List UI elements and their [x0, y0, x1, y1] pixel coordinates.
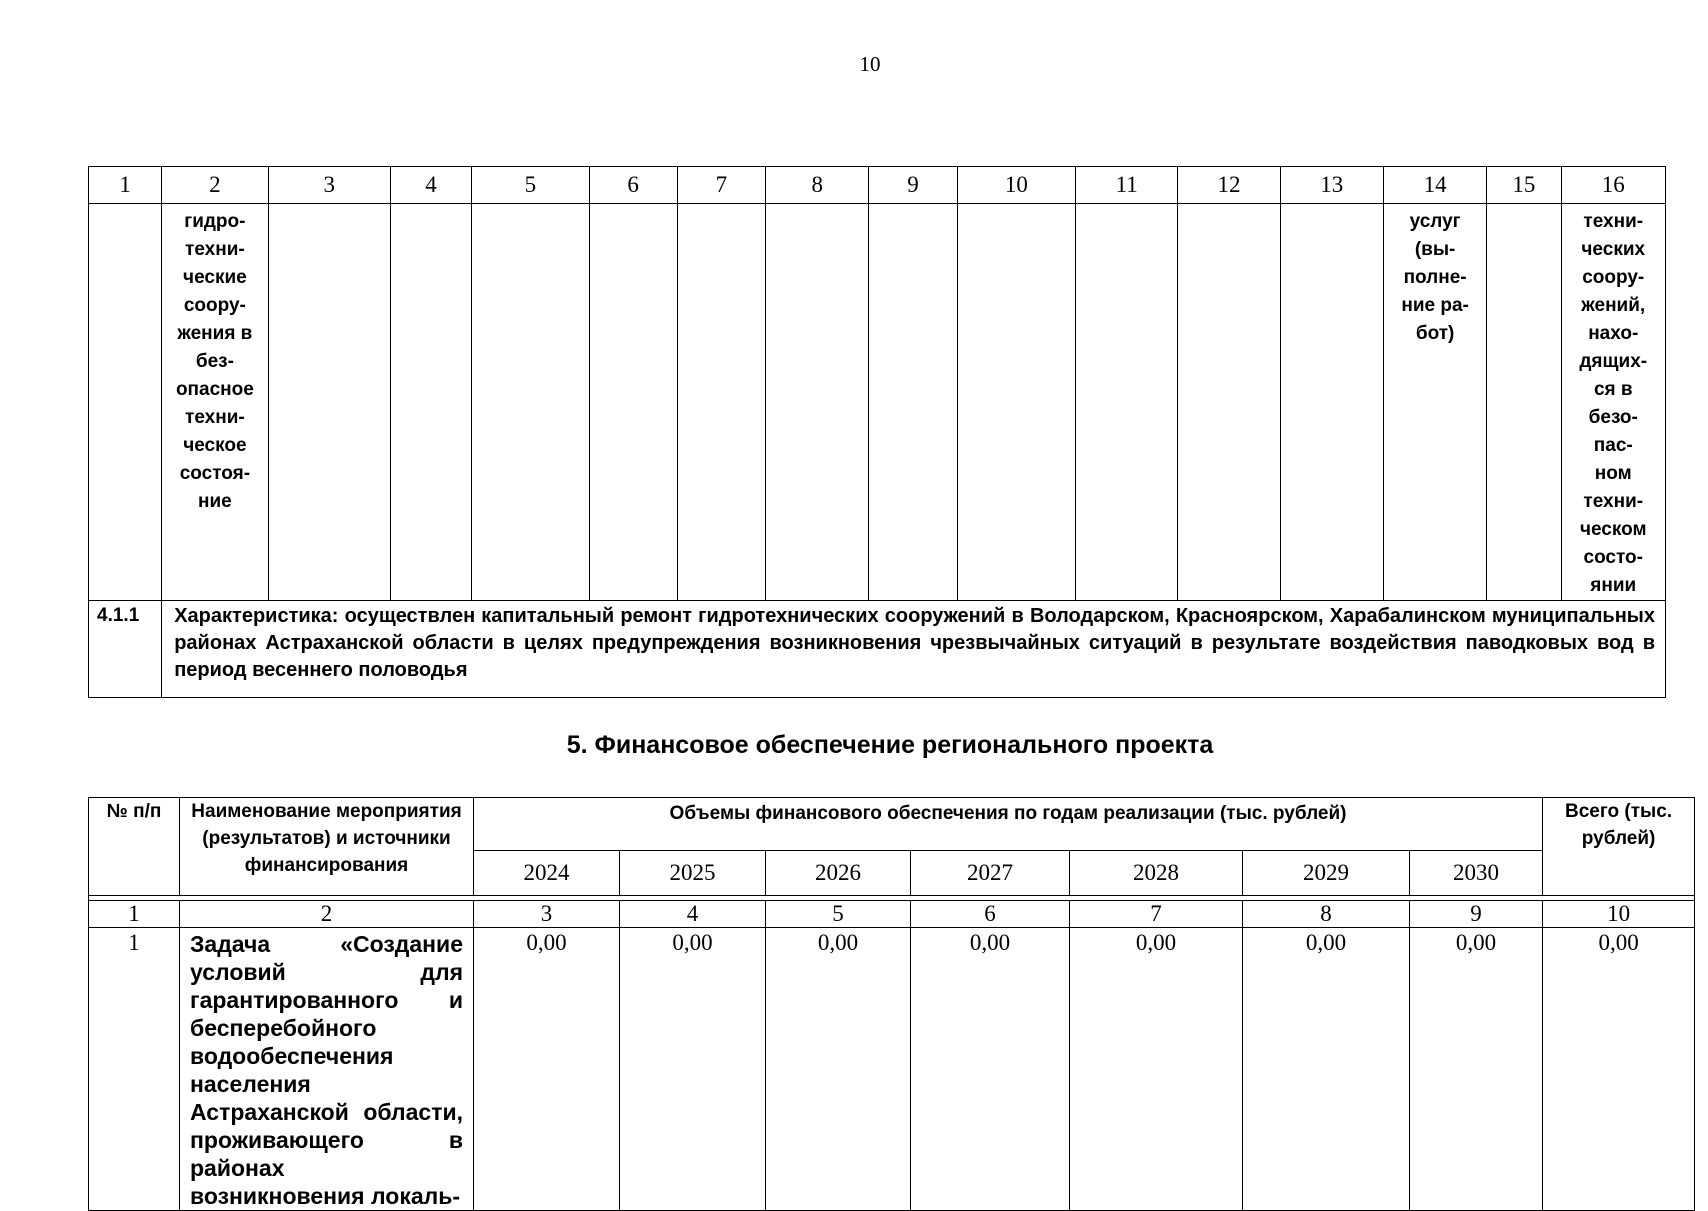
- result-type-cell: услуг (вы- полне- ние ра- бот): [1383, 204, 1486, 601]
- value-cell: 0,00: [620, 928, 766, 1211]
- table-cell: [589, 204, 677, 601]
- table-cell: [268, 204, 390, 601]
- table-cell: [1076, 204, 1178, 601]
- column-number: 1: [89, 167, 162, 204]
- column-number: 4: [390, 167, 471, 204]
- section-title: 5. Финансовое обеспечение регионального проекта: [566, 731, 1214, 759]
- table-cell: [89, 204, 162, 601]
- table-cell: [957, 204, 1075, 601]
- column-number: 3: [268, 167, 390, 204]
- table-cell: [869, 204, 957, 601]
- year-cell: 2024: [474, 851, 620, 896]
- column-number: 8: [1243, 901, 1410, 928]
- table-cell: [1487, 204, 1561, 601]
- column-number: 3: [474, 901, 620, 928]
- table-cell: [1280, 204, 1383, 601]
- value-cell: 0,00: [1410, 928, 1543, 1211]
- column-number: 14: [1383, 167, 1486, 204]
- task-name: Задача «Создание условий для гарантированного и бесперебойного водообеспечения населения Астраханской области, проживающего в районах возникновения локаль-: [180, 928, 474, 1211]
- table-cell: [472, 204, 589, 601]
- column-number: 9: [1410, 901, 1543, 928]
- value-cell: 0,00: [911, 928, 1070, 1211]
- column-number: 15: [1487, 167, 1561, 204]
- column-number-row: [89, 901, 1695, 928]
- column-number: 8: [766, 167, 869, 204]
- row-number: 1: [89, 928, 180, 1211]
- header-volumes: Объемы финансового обеспечения по годам реализации (тыс. рублей): [474, 798, 1543, 851]
- characteristic-row: [89, 601, 1666, 698]
- column-number: 1: [89, 901, 180, 928]
- characteristic-text: Характеристика: осуществлен капитальный ремонт гидротехнических сооружений в Володарском, Красноярском, Харабалинском муниципальных районах Астраханской области в целях предупреждения возникновения чрезвычайных ситуаций в результате воздействия паводковых вод в период весеннего половодья: [162, 601, 1666, 698]
- table-row: [89, 204, 1666, 601]
- column-number: 16: [1561, 167, 1666, 204]
- column-number: 6: [911, 901, 1070, 928]
- column-number: 10: [957, 167, 1075, 204]
- column-number: 10: [1543, 901, 1695, 928]
- column-number: 2: [162, 167, 268, 204]
- header-name: Наименование мероприятия (результатов) и источники финансирования: [180, 798, 474, 896]
- value-cell: 0,00: [1070, 928, 1243, 1211]
- column-number: 9: [869, 167, 957, 204]
- column-number: 5: [472, 167, 589, 204]
- column-number: 2: [180, 901, 474, 928]
- year-cell: 2030: [1410, 851, 1543, 896]
- table-cell: [390, 204, 471, 601]
- column-number: 5: [766, 901, 911, 928]
- header-row: [89, 798, 1695, 851]
- column-number: 12: [1178, 167, 1280, 204]
- year-cell: 2026: [766, 851, 911, 896]
- value-cell: 0,00: [474, 928, 620, 1211]
- column-number-row: [89, 167, 1666, 204]
- column-number: 6: [589, 167, 677, 204]
- column-number: 7: [677, 167, 765, 204]
- indicator-name-cell: гидро- техни- ческие соору- жения в без- опасное техни- ческое состоя- ние: [162, 204, 268, 601]
- financing-table: [88, 797, 1695, 1211]
- column-number: 11: [1076, 167, 1178, 204]
- results-table-continuation: [88, 166, 1666, 698]
- header-num: № п/п: [89, 798, 180, 896]
- header-total: Всего (тыс. рублей): [1543, 798, 1695, 896]
- characteristic-number: 4.1.1: [89, 601, 162, 698]
- value-cell: 0,00: [1243, 928, 1410, 1211]
- year-cell: 2029: [1243, 851, 1410, 896]
- result-description-cell: техни- ческих соору- жений, нахо- дящих- ся в безо- пас- ном техни- ческом состо- янии: [1561, 204, 1666, 601]
- total-cell: 0,00: [1543, 928, 1695, 1211]
- column-number: 4: [620, 901, 766, 928]
- column-number: 13: [1280, 167, 1383, 204]
- column-number: 7: [1070, 901, 1243, 928]
- value-cell: 0,00: [766, 928, 911, 1211]
- table-cell: [1178, 204, 1280, 601]
- page-number: 10: [859, 52, 881, 76]
- table-cell: [677, 204, 765, 601]
- year-cell: 2028: [1070, 851, 1243, 896]
- table-cell: [766, 204, 869, 601]
- year-cell: 2025: [620, 851, 766, 896]
- table-row: [89, 928, 1695, 1211]
- year-cell: 2027: [911, 851, 1070, 896]
